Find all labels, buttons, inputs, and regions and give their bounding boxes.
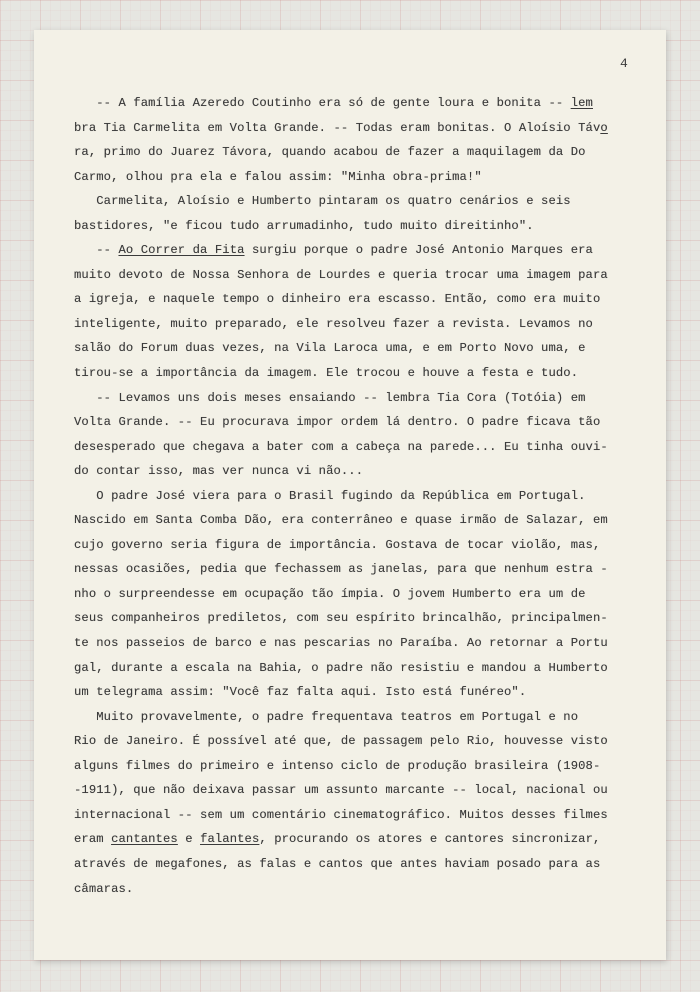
text-line	[74, 287, 664, 312]
text-segment: --	[74, 243, 119, 258]
text-line	[74, 116, 664, 141]
text-segment: Muito provavelmente, o padre frequentava teatros em Portugal e no	[74, 709, 579, 724]
text-segment: ra, primo do Juarez Távora, quando acabou de fazer a maquilagem da Do	[74, 145, 586, 160]
text-segment: -1911), que não deixava passar um assunto marcante -- local, nacional ou	[74, 783, 608, 798]
text-segment: -- A família Azeredo Coutinho era só de gente loura e bonita --	[74, 96, 571, 110]
text-line	[74, 606, 664, 631]
text-line	[74, 705, 664, 730]
text-line	[74, 165, 664, 190]
underlined-text: o	[600, 120, 608, 135]
text-segment: através de megafones, as falas e cantos que antes haviam posado para as	[74, 856, 601, 871]
text-segment: cujo governo seria figura de importância. Gostava de tocar violão, mas,	[74, 537, 601, 552]
text-segment: alguns filmes do primeiro e intenso ciclo de produção brasileira (1908-	[74, 758, 601, 773]
text-segment: desesperado que chegava a bater com a cabeça na parede... Eu tinha ouvi-	[74, 439, 608, 454]
page-number: 4	[620, 56, 628, 71]
typed-text-block	[74, 91, 664, 901]
text-line	[74, 140, 664, 165]
text-segment: te nos passeios de barco e nas pescarias no Paraíba. Ao retornar a Portu	[74, 636, 608, 651]
text-line	[74, 729, 664, 754]
text-line	[74, 361, 664, 386]
text-segment: , procurando os atores e cantores sincronizar,	[259, 832, 601, 847]
text-line	[74, 238, 664, 263]
text-segment: e	[177, 832, 201, 847]
text-segment: bastidores, "e ficou tudo arrumadinho, tudo muito direitinho".	[74, 218, 534, 233]
text-line	[74, 778, 664, 803]
text-line	[74, 827, 664, 852]
text-line	[74, 189, 664, 214]
text-segment: Rio de Janeiro. É possível até que, de passagem pelo Rio, houvesse visto	[74, 734, 608, 749]
text-line	[74, 803, 664, 828]
text-line	[74, 582, 664, 607]
text-segment: internacional -- sem um comentário cinematográfico. Muitos desses filmes	[74, 807, 608, 822]
underlined-text: Ao Correr da Fita	[118, 243, 245, 258]
text-line	[74, 754, 664, 779]
underlined-text: cantantes	[111, 832, 178, 847]
text-segment: eram	[74, 832, 112, 847]
text-segment: Volta Grande. -- Eu procurava impor ordem lá dentro. O padre ficava tão	[74, 415, 601, 430]
text-segment: tirou-se a importância da imagem. Ele trocou e houve a festa e tudo.	[74, 366, 579, 381]
text-segment: a igreja, e naquele tempo o dinheiro era escasso. Então, como era muito	[74, 292, 601, 307]
text-line	[74, 631, 664, 656]
text-segment: salão do Forum duas vezes, na Vila Laroca uma, e em Porto Novo uma, e	[74, 341, 586, 356]
text-segment: bra Tia Carmelita em Volta Grande. -- Todas eram bonitas. O Aloísio Táv	[74, 120, 601, 135]
text-segment: gal, durante a escala na Bahia, o padre não resistiu e mandou a Humberto	[74, 660, 608, 675]
text-line	[74, 312, 664, 337]
text-segment: surgiu porque o padre José Antonio Marques era	[244, 243, 593, 258]
text-line	[74, 484, 664, 509]
text-line	[74, 214, 664, 239]
text-segment: -- Levamos uns dois meses ensaiando -- lembra Tia Cora (Totóia) em	[74, 390, 586, 405]
underlined-text: falantes	[200, 832, 260, 847]
text-line	[74, 680, 664, 705]
text-segment: seus companheiros prediletos, com seu espírito brincalhão, principalmen-	[74, 611, 608, 626]
text-segment: Carmelita, Aloísio e Humberto pintaram os quatro cenários e seis	[74, 194, 571, 209]
text-segment: Carmo, olhou pra ela e falou assim: "Minha obra-prima!"	[74, 169, 482, 184]
text-line	[74, 459, 664, 484]
text-line	[74, 91, 664, 116]
text-segment: nessas ocasiões, pedia que fechassem as janelas, para que nenhum estra -	[74, 562, 608, 577]
text-segment: O padre José viera para o Brasil fugindo da República em Portugal.	[74, 488, 586, 503]
text-segment: inteligente, muito preparado, ele resolveu fazer a revista. Levamos no	[74, 316, 593, 331]
text-line	[74, 336, 664, 361]
text-line	[74, 852, 664, 877]
text-segment: câmaras.	[74, 881, 134, 896]
text-segment: nho o surpreendesse em ocupação tão ímpia. O jovem Humberto era um de	[74, 586, 586, 601]
text-line	[74, 263, 664, 288]
text-segment: do contar isso, mas ver nunca vi não...	[74, 464, 364, 479]
text-line	[74, 410, 664, 435]
text-line	[74, 557, 664, 582]
text-segment: muito devoto de Nossa Senhora de Lourdes e queria trocar uma imagem para	[74, 267, 608, 282]
text-line	[74, 508, 664, 533]
text-line	[74, 877, 664, 902]
text-segment: um telegrama assim: "Você faz falta aqui. Isto está funéreo".	[74, 685, 527, 700]
underlined-text: lem	[570, 96, 593, 110]
text-line	[74, 435, 664, 460]
text-line	[74, 656, 664, 681]
text-line	[74, 533, 664, 558]
text-segment: Nascido em Santa Comba Dão, era conterrâneo e quase irmão de Salazar, em	[74, 513, 608, 528]
text-line	[74, 386, 664, 411]
